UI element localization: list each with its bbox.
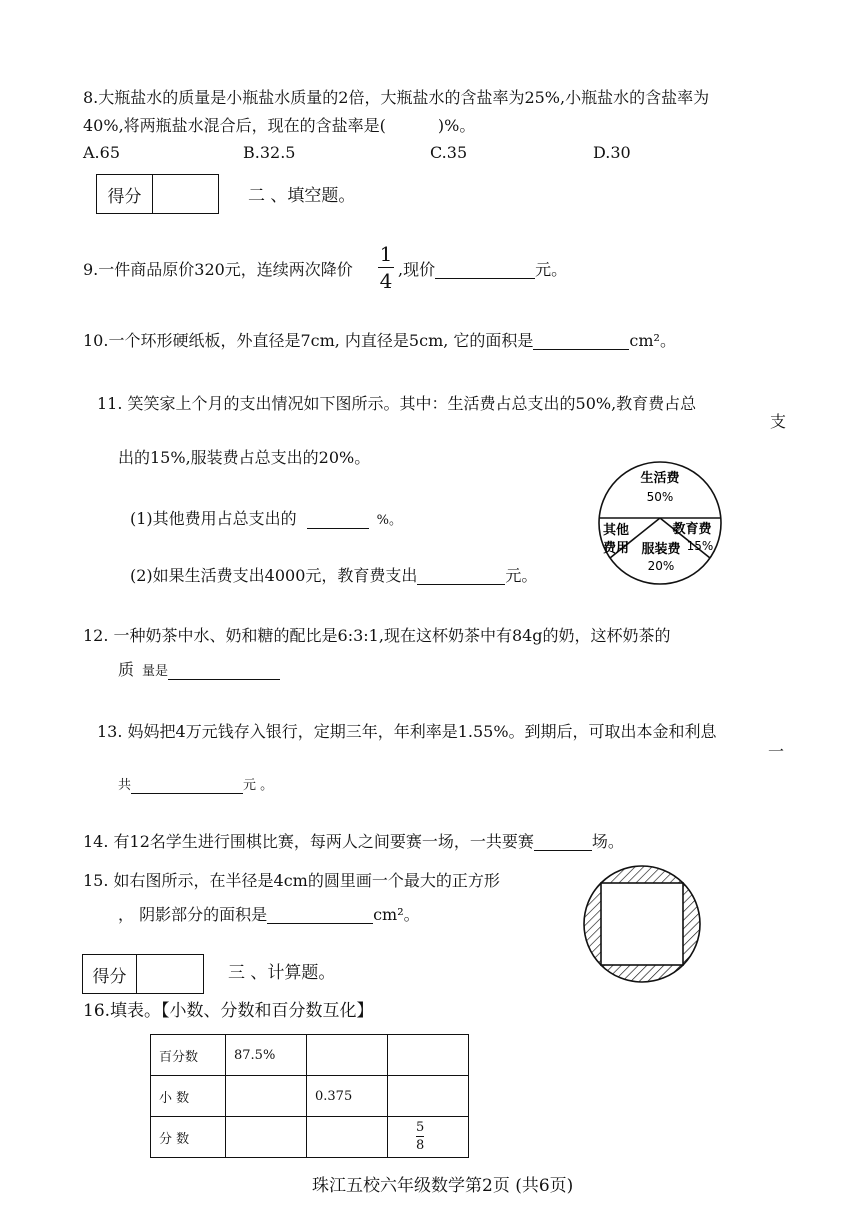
fraction-denominator: 8 [416, 1138, 425, 1153]
q9-line [398, 260, 567, 279]
q15-circle-square-figure [580, 862, 704, 986]
fraction-numerator: 5 [416, 1120, 425, 1135]
q13-line2 [118, 778, 273, 794]
q9-fraction-denominator: 4 [379, 269, 393, 293]
q9-text-b: ,现价 [398, 260, 436, 279]
inscribed-square [601, 883, 683, 965]
score-box-section2 [96, 174, 219, 214]
score-label: 得分 [97, 175, 153, 213]
q11-sub1-blank[interactable] [307, 510, 369, 529]
q11-sub2-blank[interactable] [417, 566, 505, 585]
q10-answer-blank[interactable] [533, 331, 629, 350]
q15-line1: 15. 如右图所示，在半径是4cm的圆里画一个最大的正方形 [83, 871, 500, 890]
q15-line2-b: cm²。 [373, 905, 420, 924]
row-head-fraction: 分 数 [151, 1117, 226, 1158]
q9-fraction [378, 244, 394, 291]
q9-text-a: 9.一件商品原价320元，连续两次降价 [83, 260, 353, 279]
q10-text-b: cm²。 [629, 331, 676, 350]
q16-title: 16.填表。【小数、分数和百分数互化】 [83, 1001, 374, 1021]
section3-title: 三 、计算题。 [228, 963, 336, 983]
q9-answer-blank[interactable] [435, 260, 535, 279]
q10-text-a: 10.一个环形硬纸板，外直径是7cm, 内直径是5cm, 它的面积是 [83, 331, 534, 350]
q8-option-b: B.32.5 [243, 143, 296, 162]
q12-answer-blank[interactable] [168, 661, 280, 680]
q11-sub1-a: (1)其他费用占总支出的 [130, 509, 297, 528]
pie-label-other-2: 费用 [602, 541, 630, 556]
q8-option-a: A.65 [83, 143, 120, 162]
q12-line1: 12. 一种奶茶中水、奶和糖的配比是6:3:1,现在这杯奶茶中有84g的奶，这杯奶茶的 [83, 626, 671, 645]
q15-line2-a: ， 阴影部分的面积是 [118, 905, 268, 924]
q9-text-c: 元。 [535, 260, 568, 279]
q13-line1-end: 一 [768, 742, 785, 761]
section2-title: 二 、填空题。 [248, 186, 356, 206]
q14-text-a: 14. 有12名学生进行围棋比赛，每两人之间要赛一场，一共要赛 [83, 832, 534, 851]
row-head-percent: 百分数 [151, 1035, 226, 1076]
table-cell [388, 1117, 469, 1158]
q8-line2-a: 40%,将两瓶盐水混合后，现在的含盐率是( [83, 116, 386, 135]
q14-text-b: 场。 [591, 832, 624, 851]
table-cell: 87.5% [226, 1035, 307, 1076]
q11-sub1-b: %。 [376, 513, 403, 528]
table-row [151, 1035, 469, 1076]
pie-label-living: 生活费 [640, 471, 680, 486]
q11-sub1 [130, 509, 402, 529]
table-cell-input[interactable] [307, 1117, 388, 1158]
table-cell-input[interactable] [226, 1076, 307, 1117]
fraction-5-8 [416, 1121, 424, 1152]
score-box-section3 [82, 954, 204, 994]
q11-sub2 [130, 566, 537, 585]
pie-pct-cloth: 20% [647, 559, 675, 573]
q13-line2-a: 共 [118, 778, 132, 793]
q11-sub2-a: (2)如果生活费支出4000元，教育费支出 [130, 566, 418, 585]
pie-label-cloth: 服装费 [641, 542, 681, 557]
q9-fraction-numerator: 1 [379, 242, 393, 266]
pie-pct-living: 50% [646, 490, 674, 504]
page-footer: 珠江五校六年级数学第2页 (共6页) [312, 1176, 574, 1196]
row-head-decimal: 小 数 [151, 1076, 226, 1117]
table-cell-input[interactable] [307, 1035, 388, 1076]
q12-line2-a: 质 [118, 660, 135, 679]
q12-line2-b: 量是 [142, 664, 169, 679]
q8-option-d: D.30 [593, 143, 631, 162]
pie-label-other-1: 其他 [602, 523, 630, 538]
q8-line1: 8.大瓶盐水的质量是小瓶盐水质量的2倍，大瓶盐水的含盐率为25%,小瓶盐水的含盐率为 [83, 88, 710, 107]
pie-label-edu: 教育费 [672, 522, 712, 537]
q11-line1-end: 支 [770, 412, 787, 431]
table-cell: 0.375 [307, 1076, 388, 1117]
q8-option-c: C.35 [430, 143, 468, 162]
q13-line2-b: 元 。 [243, 778, 274, 793]
q14-line [83, 832, 624, 851]
q15-line2 [118, 905, 420, 924]
score-field[interactable] [153, 175, 218, 213]
score-field[interactable] [137, 955, 203, 993]
q12-line2 [118, 660, 280, 680]
q14-answer-blank[interactable] [534, 832, 592, 851]
q13-answer-blank[interactable] [131, 779, 243, 794]
q11-line2: 出的15%,服装费占总支出的20%。 [118, 448, 371, 467]
q11-sub2-b: 元。 [505, 566, 538, 585]
score-label: 得分 [83, 955, 137, 993]
table-cell-input[interactable] [388, 1076, 469, 1117]
q15-answer-blank[interactable] [267, 905, 373, 924]
q13-line1: 13. 妈妈把4万元钱存入银行，定期三年，年利率是1.55%。到期后，可取出本金和利息 [97, 722, 717, 741]
q8-line2 [83, 116, 475, 135]
q11-pie-figure [594, 458, 726, 588]
pie-pct-edu: 15% [686, 539, 714, 553]
q10-line [83, 331, 676, 350]
q11-line1: 11. 笑笑家上个月的支出情况如下图所示。其中：生活费占总支出的50%,教育费占总 [97, 394, 697, 413]
table-cell-input[interactable] [226, 1117, 307, 1158]
q8-line2-b: )%。 [437, 116, 476, 135]
table-row [151, 1117, 469, 1158]
table-cell-input[interactable] [388, 1035, 469, 1076]
table-row [151, 1076, 469, 1117]
conversion-table [150, 1034, 469, 1158]
